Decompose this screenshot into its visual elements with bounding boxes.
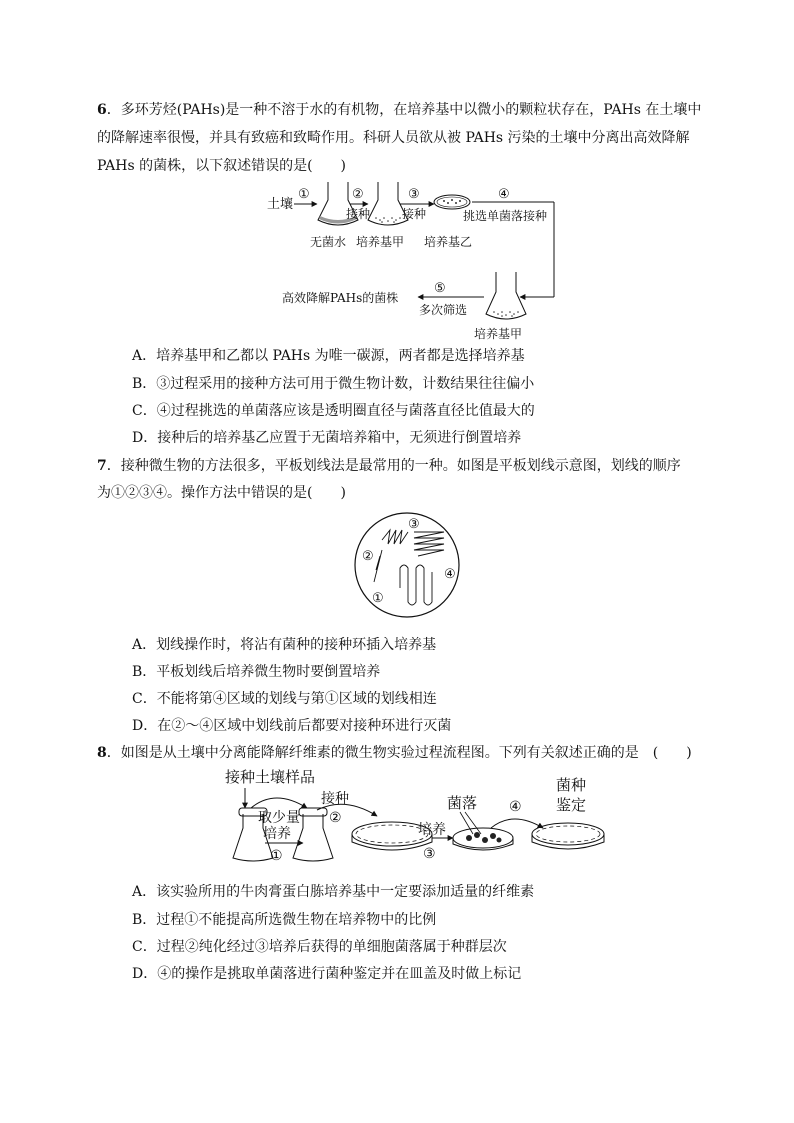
q7-zone-label-1: ① (372, 591, 384, 606)
q8-arrow-take (251, 798, 307, 808)
q6-stem-line-1 (97, 100, 717, 120)
q6-flask-medium-a2 (486, 272, 526, 319)
q8-sample-label: 接种土壤样品 (225, 768, 316, 786)
q8-strain-label-2: 鉴定 (556, 796, 587, 814)
q6-step-5: ⑤ (434, 281, 446, 296)
q6-pick-label: 挑选单菌落接种 (463, 209, 548, 223)
q8-dish-3-inner (536, 826, 600, 842)
q8-stem-line-1 (97, 743, 717, 763)
q7-streak-zone-2 (382, 530, 408, 544)
q8-stem-text: ．如图是从土壤中分离能降解纤维素的微生物实验过程流程图。下列有关叙述正确的是 ( ) (106, 745, 692, 761)
q6-step-4: ④ (498, 187, 510, 202)
q6-option-a: A．培养基甲和乙都以 PAHs 为唯一碳源，两者都是选择培养基 (132, 348, 525, 364)
q6-dish-medium-b-rim (437, 197, 467, 207)
q7-stem-line-1 (97, 456, 717, 476)
q7-zone-label-2: ② (362, 549, 374, 564)
q6-flask-medium-a-dots (375, 217, 401, 223)
q8-option-b: B．过程①不能提高所选微生物在培养物中的比例 (132, 912, 437, 928)
q8-culture-label-2: 培养 (418, 822, 446, 838)
q6-stem-line-2: 的降解速率很慢，并具有致癌和致畸作用。科研人员欲从被 PAHs 污染的土壤中分离出高效降解 (97, 130, 690, 146)
q6-number: 6 (97, 102, 107, 118)
q8-step-4: ④ (509, 799, 522, 815)
q6-step-2: ② (352, 187, 364, 202)
q7-stem-line-2: 为①②③④。操作方法中错误的是( ) (97, 485, 346, 501)
q7-option-a: A．划线操作时，将沾有菌种的接种环插入培养基 (132, 637, 437, 653)
q6-flask-medium-a2-dots (493, 311, 519, 317)
q7-plate (355, 513, 459, 617)
q6-medium-b-label: 培养基乙 (424, 235, 473, 249)
q8-option-c: C．过程②纯化经过③培养后获得的单细胞菌落属于种群层次 (132, 939, 507, 955)
q6-step-3: ③ (408, 187, 420, 202)
q7-number: 7 (97, 458, 107, 474)
q7-zone-label-4: ④ (444, 567, 456, 582)
q8-arrow-4 (491, 819, 543, 828)
q7-streak-zone-1 (374, 550, 382, 582)
q7-stem-text-1: ．接种微生物的方法很多，平板划线法是最常用的一种。如图是平板划线示意图，划线的顺序 (106, 458, 681, 474)
q8-culture-label-1: 培养 (263, 826, 291, 842)
q6-option-c: C．④过程挑选的单菌落应该是透明圈直径与菌落直径比值最大的 (132, 403, 535, 419)
q7-plate-diagram (352, 510, 462, 620)
q8-take-label: 取少量 (258, 810, 300, 826)
q6-medium-a-label: 培养基甲 (356, 235, 405, 249)
q8-colony-label: 菌落 (447, 794, 478, 812)
q6-soil-label: 土壤 (267, 197, 294, 212)
q8-colony-pointer-2 (465, 812, 481, 834)
q6-result-label: 高效降解PAHs的菌株 (282, 291, 399, 305)
q8-flow-diagram (225, 766, 620, 866)
q6-water-label: 无菌水 (310, 235, 347, 249)
q6-inoc-label-1: 接种 (346, 207, 371, 221)
q7-option-d: D．在②～④区域中划线前后都要对接种环进行灭菌 (132, 718, 452, 734)
q7-streak-zone-4 (400, 565, 432, 605)
q8-dish-3 (532, 823, 604, 845)
q6-step-1: ① (298, 187, 310, 202)
q7-option-b: B．平板划线后培养微生物时要倒置培养 (132, 664, 381, 680)
q6-stem-line-3: PAHs 的菌株，以下叙述错误的是( ) (97, 158, 347, 174)
q6-diagram (262, 180, 562, 345)
q7-option-c: C．不能将第④区域的划线与第①区域的划线相连 (132, 691, 437, 707)
q8-dish-2-colonies (466, 832, 502, 843)
q6-inoc-label-2: 接种 (402, 207, 427, 221)
q8-step-2: ② (329, 810, 342, 826)
q8-option-a: A．该实验所用的牛肉膏蛋白胨培养基中一定要添加适量的纤维素 (132, 884, 535, 900)
q8-step-3: ③ (423, 846, 436, 862)
q7-streak-zone-3 (414, 532, 444, 556)
q6-option-b: B．③过程采用的接种方法可用于微生物计数，计数结果往往偏小 (132, 376, 535, 392)
q8-option-d: D．④的操作是挑取单菌落进行菌种鉴定并在皿盖及时做上标记 (132, 966, 522, 982)
q8-step-1: ① (270, 848, 283, 864)
q6-medium-a2-label: 培养基甲 (474, 327, 523, 341)
q8-number: 8 (97, 745, 107, 761)
q8-inoc-label: 接种 (321, 791, 349, 807)
q8-strain-label-1: 菌种 (556, 776, 587, 794)
q6-option-d: D．接种后的培养基乙应置于无菌培养箱中，无须进行倒置培养 (132, 430, 522, 446)
q7-zone-label-3: ③ (408, 517, 420, 532)
q6-dish-medium-b-colonies (443, 199, 461, 204)
q6-screen-label: 多次筛选 (419, 303, 468, 317)
q6-stem-text-1: ．多环芳烃(PAHs)是一种不溶于水的有机物，在培养基中以微小的颗粒状存在，PAHs 在土壤中 (106, 102, 702, 118)
